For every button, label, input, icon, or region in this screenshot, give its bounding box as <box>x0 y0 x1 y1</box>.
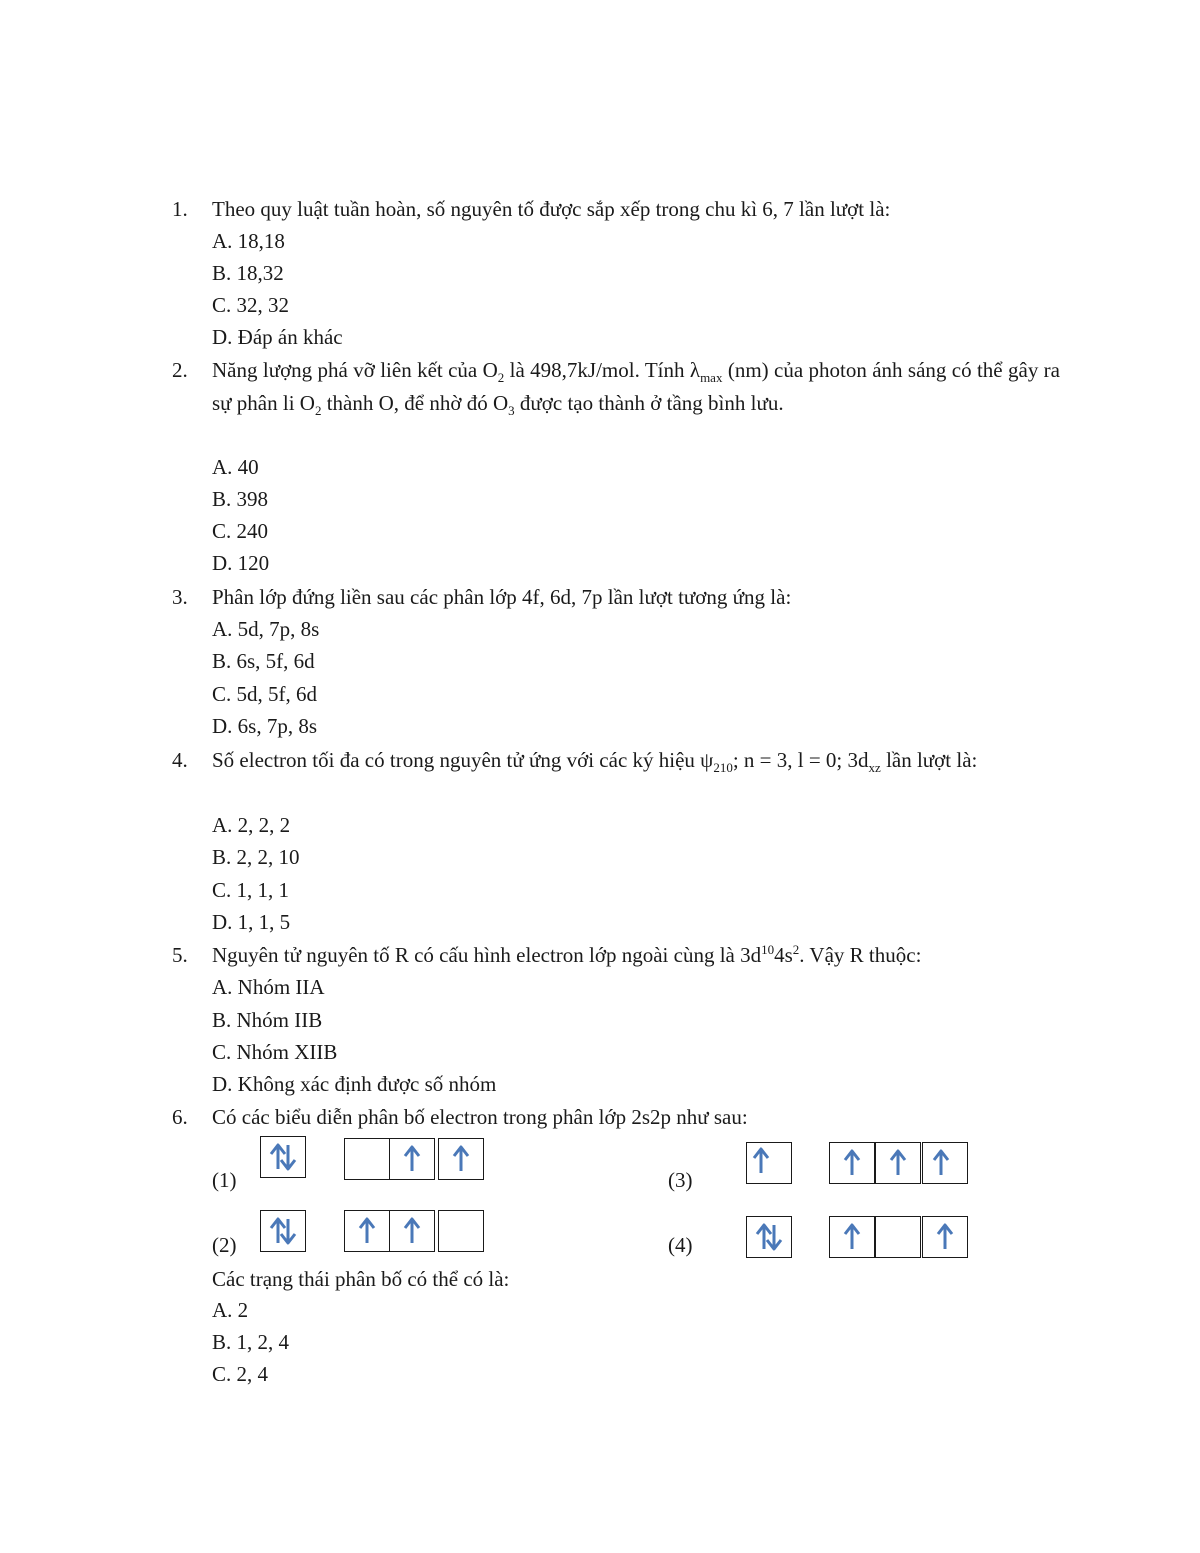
diagram-4-label: (4) <box>668 1233 693 1257</box>
diagram-1-label: (1) <box>212 1168 237 1192</box>
question-5-option-a: A. Nhóm IIA <box>212 975 325 999</box>
question-3-number: 3. <box>172 585 188 609</box>
question-1-option-d: D. Đáp án khác <box>212 325 343 349</box>
question-3-option-a: A. 5d, 7p, 8s <box>212 617 320 641</box>
up-arrow-icon <box>390 1139 434 1179</box>
question-5-option-d: D. Không xác định được số nhóm <box>212 1072 497 1096</box>
question-6-option-a: A. 2 <box>212 1298 249 1322</box>
up-arrow-icon <box>747 1143 791 1183</box>
diagram-4-s-orbital <box>746 1216 792 1258</box>
diagram-3-s-orbital <box>746 1142 792 1184</box>
diagram-3-p-orbital-1 <box>829 1142 875 1184</box>
question-5-text: Nguyên tử nguyên tố R có cấu hình electron lớp ngoài cùng là $3d^{10}4s^2$. Vậy R thuộc: <box>212 942 922 967</box>
question-2-option-d: D. 120 <box>212 551 270 575</box>
question-2-text: Năng lượng phá vỡ liên kết của $O_2$ là 498,7kJ/mol. Tính $\lambda_{max}$ (nm) của photon ánh sáng có thể gây ra sự phân li $O_2$ thành O, để nhờ đó $O_3$ được tạo thành ở tầng bình lưu. <box>212 358 1061 418</box>
diagram-2-p-orbital-2 <box>389 1210 435 1252</box>
question-6-option-c: C. 2, 4 <box>212 1362 269 1386</box>
question-1-option-b: B. 18,32 <box>212 261 284 285</box>
up-arrow-icon <box>830 1217 874 1257</box>
diagram-4-p-orbital-2 <box>875 1216 921 1258</box>
diagram-2-label: (2) <box>212 1233 237 1257</box>
question-2-option-b: B. 398 <box>212 487 269 511</box>
diagram-1-p-orbital-1 <box>344 1138 390 1180</box>
up-arrow-icon <box>923 1217 967 1257</box>
question-3-option-b: B. 6s, 5f, 6d <box>212 649 315 673</box>
diagram-2-p-orbital-1 <box>344 1210 390 1252</box>
diagram-1-s-orbital <box>260 1136 306 1178</box>
question-1-option-c: C. 32, 32 <box>212 293 290 317</box>
question-4-text: Số electron tối đa có trong nguyên tử ứng với các ký hiệu $\psi_{210}$; n = 3, l = 0; $3d_{xz}$ lần lượt là: <box>212 748 978 776</box>
question-2-option-a: A. 40 <box>212 455 259 479</box>
question-5-option-c: C. Nhóm XIIB <box>212 1040 338 1064</box>
question-6-number: 6. <box>172 1105 188 1129</box>
question-4-number: 4. <box>172 748 188 772</box>
diagram-3-label: (3) <box>668 1168 693 1192</box>
question-5-option-b: B. Nhóm IIB <box>212 1008 323 1032</box>
question-6-option-b: B. 1, 2, 4 <box>212 1330 290 1354</box>
question-4-option-b: B. 2, 2, 10 <box>212 845 300 869</box>
question-1-option-a: A. 18,18 <box>212 229 285 253</box>
question-3-option-d: D. 6s, 7p, 8s <box>212 714 318 738</box>
question-6-prompt: Các trạng thái phân bố có thể có là: <box>212 1267 510 1291</box>
question-4-option-a: A. 2, 2, 2 <box>212 813 291 837</box>
question-1-number: 1. <box>172 197 188 221</box>
paired-arrows-icon <box>261 1211 305 1251</box>
question-1-text: Theo quy luật tuần hoàn, số nguyên tố được sắp xếp trong chu kì 6, 7 lần lượt là: <box>212 197 891 221</box>
diagram-1-p-orbital-3 <box>438 1138 484 1180</box>
up-arrow-icon <box>830 1143 874 1183</box>
paired-arrows-icon <box>747 1217 791 1257</box>
up-arrow-icon <box>345 1211 389 1251</box>
diagram-4-p-orbital-3 <box>922 1216 968 1258</box>
question-5-number: 5. <box>172 943 188 967</box>
question-2-number: 2. <box>172 358 188 382</box>
diagram-3-p-orbital-2 <box>875 1142 921 1184</box>
up-arrow-icon <box>390 1211 434 1251</box>
paired-arrows-icon <box>261 1137 305 1177</box>
question-6-text: Có các biểu diễn phân bố electron trong phân lớp 2s2p như sau: <box>212 1105 748 1129</box>
up-arrow-icon <box>439 1139 483 1179</box>
diagram-2-s-orbital <box>260 1210 306 1252</box>
question-2-option-c: C. 240 <box>212 519 269 543</box>
question-4-option-c: C. 1, 1, 1 <box>212 878 290 902</box>
diagram-1-p-orbital-2 <box>389 1138 435 1180</box>
up-arrow-icon <box>923 1143 967 1183</box>
diagram-3-p-orbital-3 <box>922 1142 968 1184</box>
question-3-option-c: C. 5d, 5f, 6d <box>212 682 317 706</box>
question-4-option-d: D. 1, 1, 5 <box>212 910 291 934</box>
question-3-text: Phân lớp đứng liền sau các phân lớp 4f, 6d, 7p lần lượt tương ứng là: <box>212 585 792 609</box>
diagram-2-p-orbital-3 <box>438 1210 484 1252</box>
up-arrow-icon <box>876 1143 920 1183</box>
diagram-4-p-orbital-1 <box>829 1216 875 1258</box>
